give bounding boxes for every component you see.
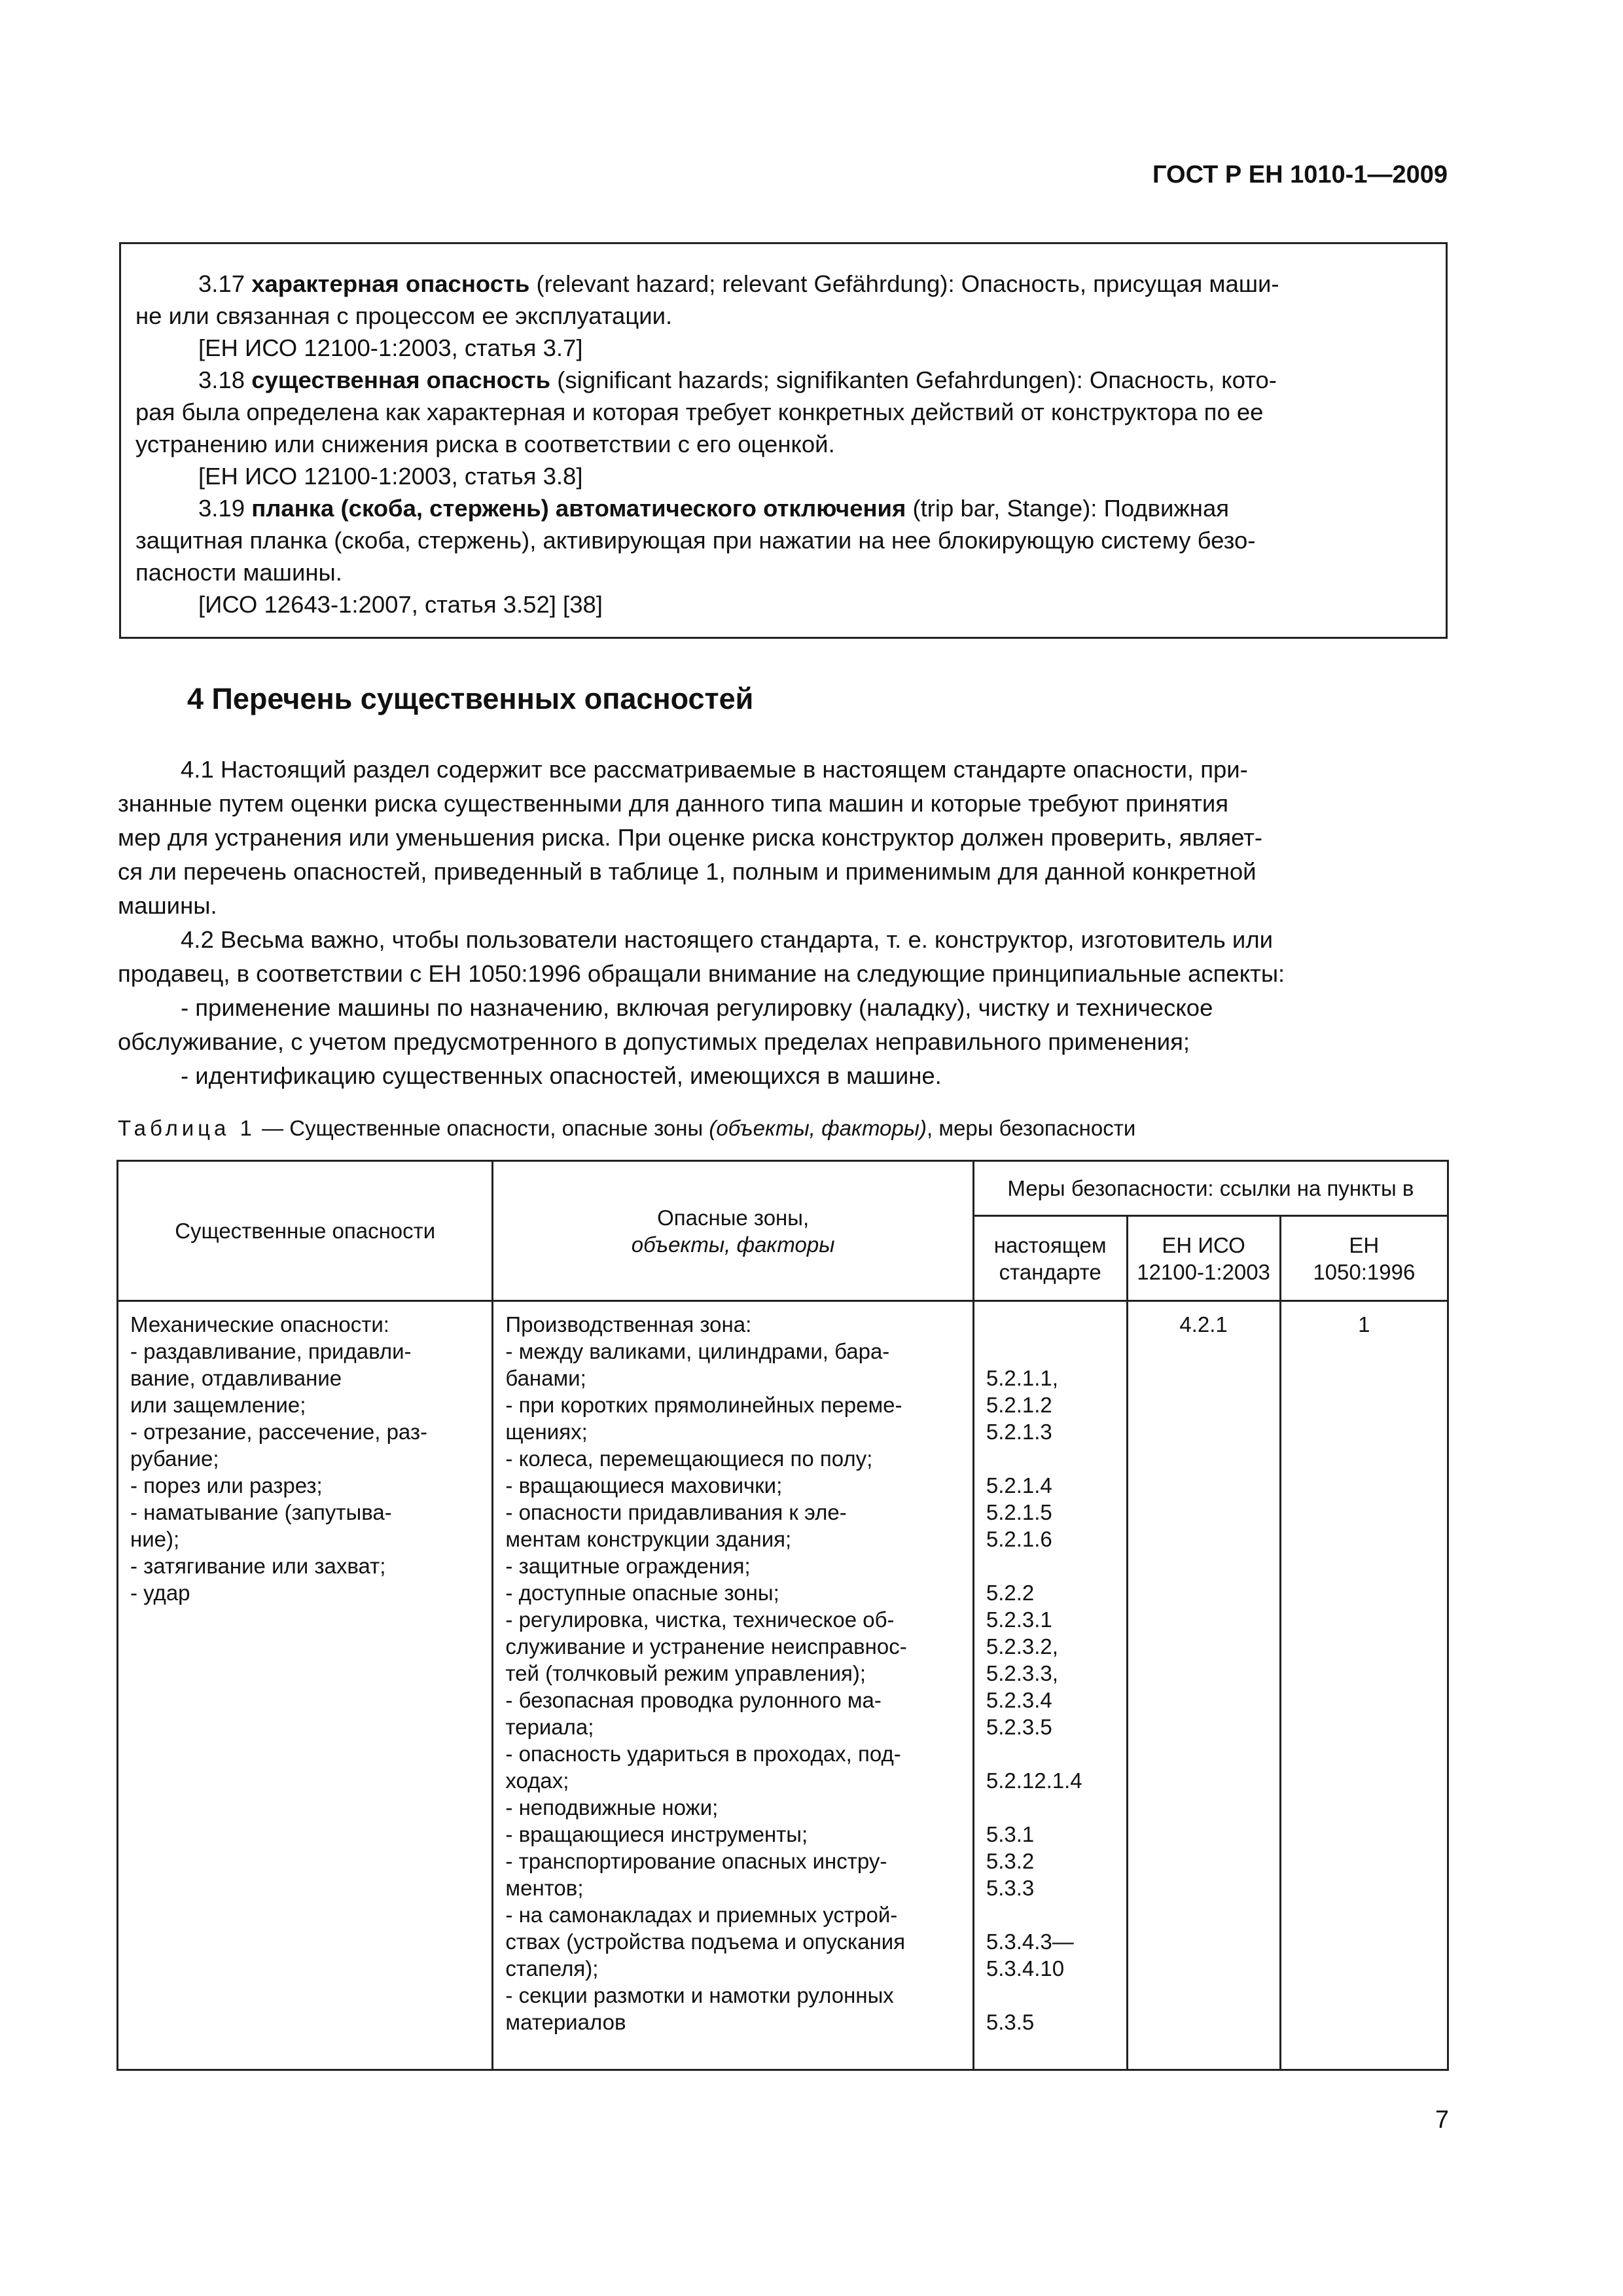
cell-line: - опасности придавливания к эле- (505, 1500, 847, 1524)
table-caption-tail: , меры безопасности (927, 1116, 1136, 1140)
cell-line: 5.2.1.2 (986, 1393, 1052, 1417)
definition-3-19 (135, 492, 1431, 524)
cell-line: или защемление; (130, 1393, 306, 1417)
table-row (118, 1301, 1448, 2070)
cell-line: 5.2.3.3, (986, 1661, 1058, 1685)
cell-line: - отрезание, рассечение, раз- (130, 1420, 428, 1444)
refs-this-cell (973, 1301, 1127, 2070)
section-title: 4 Перечень существенных опасностей (187, 682, 754, 715)
zone-lines (505, 1311, 960, 2036)
definition-term: характерная опасность (251, 270, 530, 297)
cell-line: 5.2.3.1 (986, 1607, 1052, 1632)
subheader-en (1280, 1216, 1448, 1301)
cell-line: - раздавливание, придавли- (130, 1339, 412, 1363)
paragraph-line: - применение машины по назначению, включая регулировку (наладку), чистку и техническое (181, 994, 1213, 1021)
cell-line: - доступные опасные зоны; (505, 1581, 779, 1605)
cell-line: 5.2.1.4 (986, 1473, 1052, 1498)
subheader-line: 12100-1:2003 (1137, 1259, 1270, 1284)
definition-3-17 (135, 268, 1431, 300)
cell-line: - защитные ограждения; (505, 1554, 751, 1578)
cell-line: - неподвижные ножи; (505, 1795, 719, 1820)
ref-en-cell: 1 (1280, 1301, 1448, 2070)
paragraph-line: мер для устранения или уменьшения риска. При оценке риска конструктор должен проверить, являет- (118, 824, 1263, 851)
cell-line: 5.3.4.3— (986, 1929, 1074, 1954)
zones-cell (493, 1301, 973, 2070)
cell-line: - порез или разрез; (130, 1473, 323, 1498)
cell-line (986, 1794, 1115, 1821)
hazards-cell (118, 1301, 493, 2070)
cell-line: 5.2.12.1.4 (986, 1768, 1082, 1793)
section-body (118, 753, 1449, 1093)
paragraph-line: обслуживание, с учетом предусмотренного в допустимых пределах неправильного применения; (118, 1028, 1190, 1055)
definition-term: планка (скоба, стержень) автоматического отключения (251, 495, 906, 522)
cell-line (986, 1740, 1115, 1767)
ref-iso-cell: 4.2.1 (1127, 1301, 1280, 2070)
definition-number: 3.19 (198, 495, 245, 522)
cell-line: ние); (130, 1527, 180, 1551)
cell-line: вание, отдавливание (130, 1366, 342, 1390)
paragraph-line: - идентификацию существенных опасностей, имеющихся в машине. (181, 1062, 942, 1089)
cell-line: - удар (130, 1581, 190, 1605)
cell-line: служивание и устранение неисправнос- (505, 1634, 907, 1659)
cell-line: 5.3.2 (986, 1849, 1035, 1873)
cell-line: 5.2.1.3 (986, 1420, 1052, 1444)
paragraph-line: продавец, в соответствии с ЕН 1050:1996 обращали внимание на следующие принципиальные аспекты: (118, 960, 1285, 987)
cell-line: - затягивание или захват; (130, 1554, 386, 1578)
cell-line: 5.2.1.5 (986, 1500, 1052, 1524)
definition-source: [ЕН ИСО 12100-1:2003, статья 3.8] (198, 463, 583, 490)
cell-line: ментам конструкции здания; (505, 1527, 792, 1551)
cell-line: - между валиками, цилиндрами, бара- (505, 1339, 890, 1363)
cell-line (986, 1552, 1115, 1579)
cell-line: - наматывание (запутыва- (130, 1500, 392, 1524)
ref-lines (986, 1338, 1115, 2062)
cell-line: - колеса, перемещающиеся по полу; (505, 1446, 873, 1471)
hazard-table (116, 1160, 1449, 2071)
zones-header-italic: объекты, факторы (631, 1232, 835, 1257)
definition-text-line: защитная планка (скоба, стержень), активирующая при нажатии на нее блокирующую систему безо- (135, 527, 1256, 554)
page-number: 7 (1435, 2106, 1449, 2134)
cell-line: ментов; (505, 1876, 584, 1900)
cell-line: - опасность удариться в проходах, под- (505, 1742, 901, 1766)
column-header-zones (493, 1161, 973, 1301)
definition-text-line: пасности машины. (135, 559, 342, 586)
cell-line: 5.2.3.5 (986, 1715, 1052, 1739)
column-header-measures: Меры безопасности: ссылки на пункты в (973, 1161, 1448, 1216)
cell-line: 5.3.4.10 (986, 1956, 1065, 1981)
cell-line: Механические опасности: (130, 1312, 389, 1336)
cell-line: - секции размотки и намотки рулонных (505, 1983, 894, 2007)
definition-term: существенная опасность (251, 367, 551, 393)
definition-source: [ЕН ИСО 12100-1:2003, статья 3.7] (198, 334, 583, 361)
cell-line (986, 1901, 1115, 1928)
paragraph-line: ся ли перечень опасностей, приведенный в таблице 1, полным и применимым для данной конкретной (118, 858, 1257, 885)
definition-text: (relevant hazard; relevant Gefährdung): Опасность, присущая маши- (529, 270, 1279, 297)
definition-number: 3.17 (198, 270, 245, 297)
cell-line: 5.2.3.2, (986, 1634, 1058, 1659)
cell-line: - регулировка, чистка, техническое об- (505, 1607, 895, 1632)
subheader-line: настоящем (993, 1232, 1107, 1257)
cell-line (986, 2036, 1115, 2062)
document-header-id: ГОСТ Р ЕН 1010-1—2009 (1152, 161, 1448, 188)
definition-text-line: устранению или снижения риска в соответствии с его оценкой. (135, 431, 835, 457)
subheader-this-standard (973, 1216, 1127, 1301)
subheader-line: ЕН ИСО (1162, 1232, 1245, 1257)
cell-line: 5.2.2 (986, 1581, 1035, 1605)
cell-line: 5.3.1 (986, 1822, 1035, 1846)
table-caption (118, 1116, 1135, 1141)
cell-line: тей (толчковый режим управления); (505, 1661, 866, 1685)
table-header-row (118, 1161, 1448, 1216)
subheader-line: стандарте (999, 1259, 1101, 1284)
cell-line: 5.2.3.4 (986, 1688, 1052, 1712)
cell-line (986, 1338, 1115, 1365)
paragraph-line: 4.1 Настоящий раздел содержит все рассматриваемые в настоящем стандарте опасности, при- (181, 756, 1248, 783)
cell-line: стапеля); (505, 1956, 599, 1981)
cell-line: - на самонакладах и приемных устрой- (505, 1903, 898, 1927)
subheader-line: 1050:1996 (1313, 1259, 1416, 1284)
hazard-lines (130, 1311, 480, 1606)
definition-text-line: не или связанная с процессом ее эксплуатации. (135, 302, 673, 329)
cell-line: - вращающиеся маховички; (505, 1473, 783, 1498)
cell-line: банами; (505, 1366, 586, 1390)
cell-line: - транспортирование опасных инстру- (505, 1849, 887, 1873)
cell-line (986, 1445, 1115, 1472)
subheader-en-iso (1127, 1216, 1280, 1301)
cell-line: материалов (505, 2010, 626, 2034)
cell-line: - при коротких прямолинейных переме- (505, 1393, 902, 1417)
definition-text-line: рая была определена как характерная и которая требует конкретных действий от конструктора по ее (135, 399, 1264, 425)
cell-line: 5.3.5 (986, 2010, 1035, 2034)
cell-line: - вращающиеся инструменты; (505, 1822, 808, 1846)
subheader-line: ЕН (1349, 1232, 1380, 1257)
table-label: Таблица 1 (118, 1116, 256, 1140)
definitions-box (119, 242, 1448, 639)
cell-line (986, 1982, 1115, 2009)
cell-line: териала; (505, 1715, 594, 1739)
cell-line: ствах (устройства подъема и опускания (505, 1929, 906, 1954)
cell-line: щениях; (505, 1420, 588, 1444)
definition-number: 3.18 (198, 367, 245, 393)
definition-source: [ИСО 12643-1:2007, статья 3.52] [38] (198, 591, 603, 618)
paragraph-line: знанные путем оценки риска существенными для данного типа машин и которые требуют принятия (118, 790, 1229, 817)
paragraph-line: машины. (118, 892, 217, 919)
zones-header-line: Опасные зоны, (657, 1205, 810, 1230)
column-header-hazards: Существенные опасности (118, 1161, 493, 1301)
table-caption-italic: (объекты, факторы) (709, 1116, 927, 1140)
cell-line: рубание; (130, 1446, 219, 1471)
definition-3-18 (135, 364, 1431, 396)
definition-text: (significant hazards; signifikanten Gefahrdungen): Опасность, кото- (550, 367, 1277, 393)
cell-line: 5.2.1.1, (986, 1366, 1058, 1390)
cell-line: Производственная зона: (505, 1312, 752, 1336)
definition-text: (trip bar, Stange): Подвижная (906, 495, 1230, 522)
cell-line: 5.3.3 (986, 1876, 1035, 1900)
table-caption-text: — Существенные опасности, опасные зоны (255, 1116, 709, 1140)
cell-line: - безопасная проводка рулонного ма- (505, 1688, 882, 1712)
paragraph-line: 4.2 Весьма важно, чтобы пользователи настоящего стандарта, т. е. конструктор, изготовитель или (181, 926, 1274, 953)
cell-line: 5.2.1.6 (986, 1527, 1052, 1551)
cell-line: ходах; (505, 1768, 569, 1793)
